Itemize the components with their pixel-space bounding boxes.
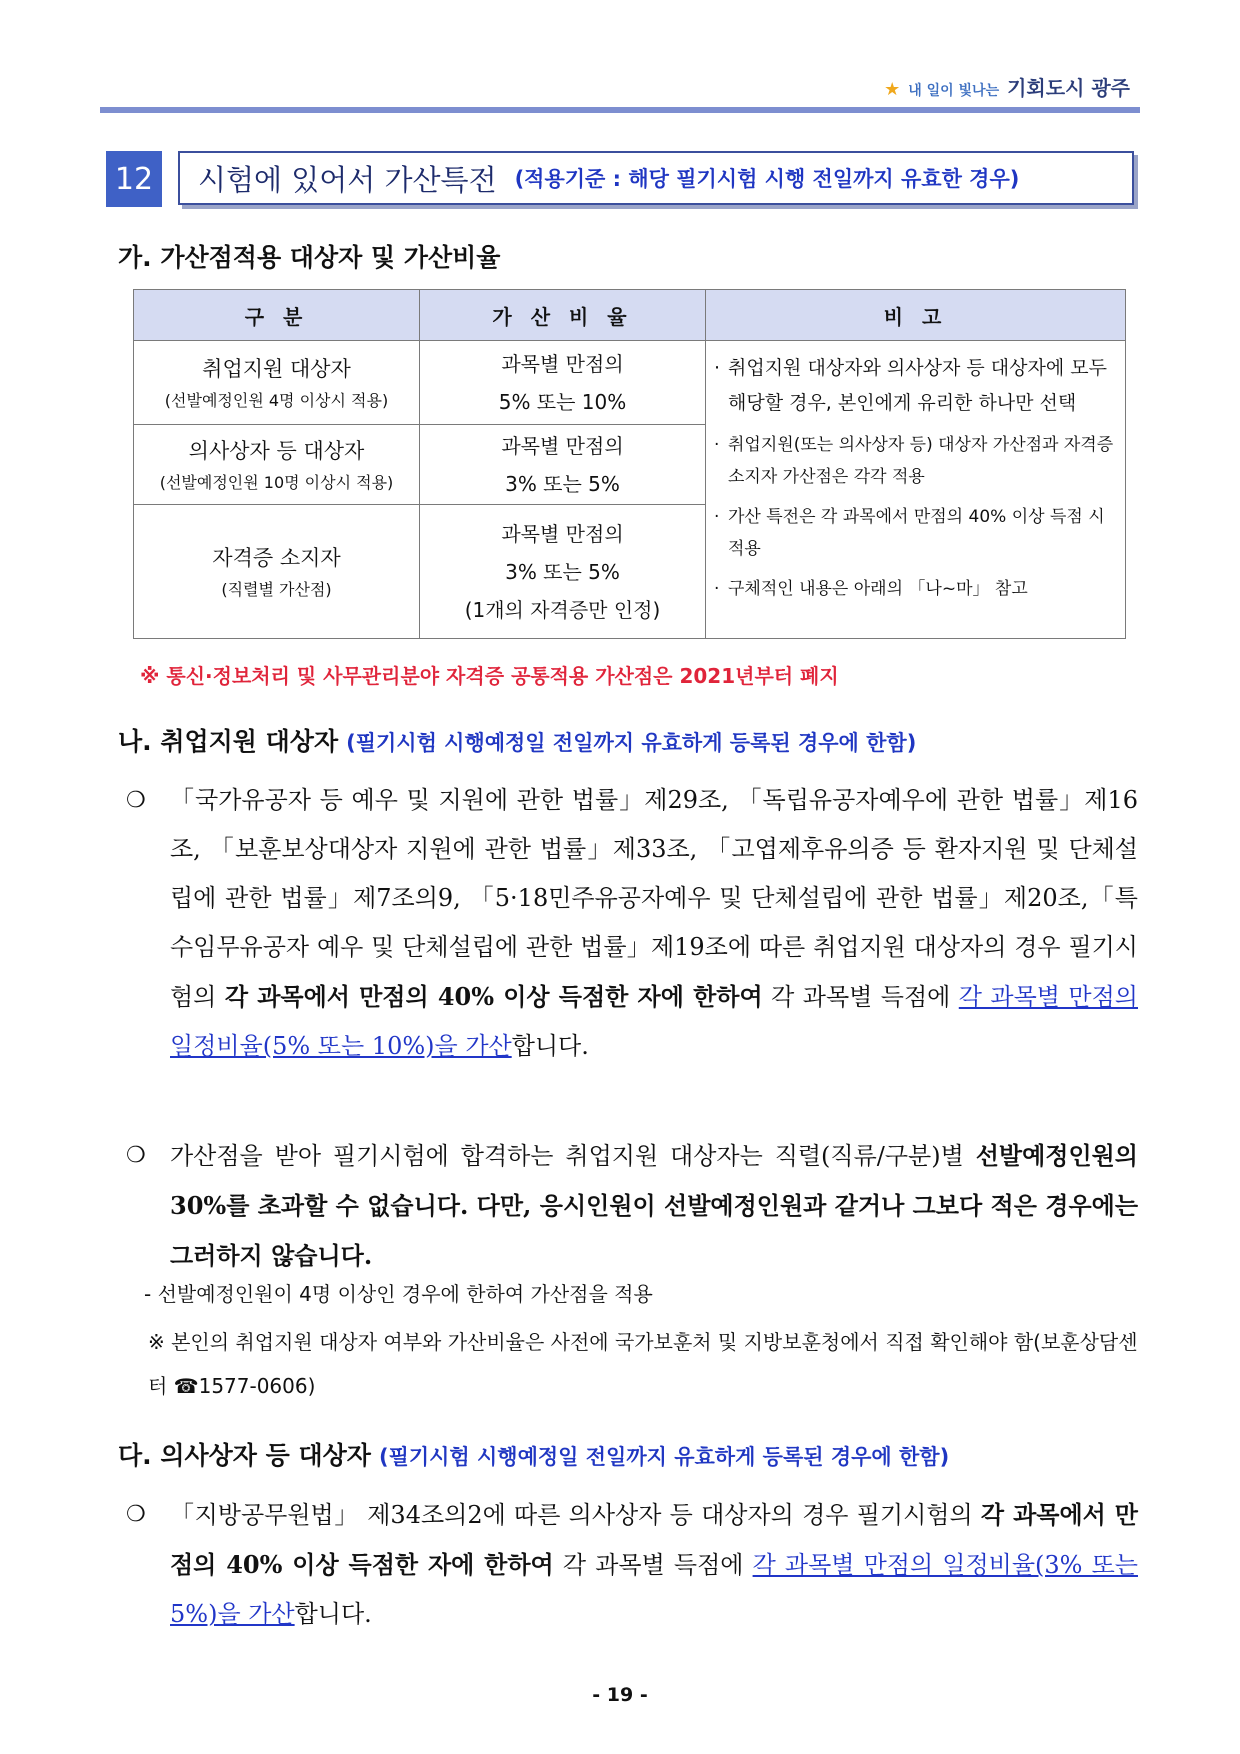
header-slogan: 내 일이 빛나는 xyxy=(908,83,1000,99)
table-header: 가 산 비 율 xyxy=(420,290,706,341)
header-brand xyxy=(884,72,1130,101)
part-b-heading-note: (필기시험 시행예정일 전일까지 유효하게 등록된 경우에 한함) xyxy=(346,731,917,755)
category-sublabel: (선발예정인원 4명 이상시 적용) xyxy=(164,390,389,410)
text-end: 합니다. xyxy=(294,1600,372,1628)
paragraph-text xyxy=(170,776,1138,1071)
category-label: 취업지원 대상자 xyxy=(202,356,351,381)
table-cell-notes xyxy=(706,341,1126,639)
part-c-heading-note: (필기시험 시행예정일 전일까지 유효하게 등록된 경우에 한함) xyxy=(378,1445,950,1469)
header-brand-name: 기회도시 광주 xyxy=(1007,76,1130,100)
circle-bullet-icon: ❍ xyxy=(126,788,146,813)
circle-bullet-icon: ❍ xyxy=(126,1143,146,1168)
note-item: · 취업지원 대상자와 의사상자 등 대상자에 모두 해당할 경우, 본인에게 유리한 하나만 선택 xyxy=(712,351,1115,421)
circle-bullet-icon: ❍ xyxy=(126,1502,146,1527)
table-footnote: ※ 통신·정보처리 및 사무관리분야 자격증 공통적용 가산점은 2021년부터 폐지 xyxy=(140,664,839,688)
rate-line: 3% 또는 5% xyxy=(505,559,620,584)
rate-line: 5% 또는 10% xyxy=(498,389,627,414)
part-b-heading-text: 나. 취업지원 대상자 xyxy=(118,727,339,756)
table-cell-rate xyxy=(420,425,706,505)
star-note: ※ 본인의 취업지원 대상자 여부와 가산비율은 사전에 국가보훈처 및 지방보훈청에서 직접 확인해야 함(보훈상담센터 ☎1577-0606) xyxy=(148,1330,1138,1398)
text-plain: 「국가유공자 등 예우 및 지원에 관한 법률」제29조, 「독립유공자예우에 관한 법률」제16조, 「보훈보상대상자 지원에 관한 법률」제33조, 「고엽제후유의증 등 환자지원 및 단체설립에 관한 법률」제7조의9, 「5·18민주유공자예우 및 단체설립에 관한 법률」제20조,「특수임무유공자 예우 및 단체설립에 관한 법률」제19조에 따른 취업지원 대상자의 경우 필기시험의 xyxy=(170,786,1138,1011)
section-title: 시험에 있어서 가산특전 xyxy=(198,162,497,197)
text-end: 합니다. xyxy=(511,1032,589,1060)
text-plain: 가산점을 받아 필기시험에 합격하는 취업지원 대상자는 직렬(직류/구분)별 xyxy=(170,1142,976,1170)
rate-line: 과목별 만점의 xyxy=(501,433,624,458)
table-cell-category xyxy=(134,505,420,639)
paragraph-text xyxy=(170,1131,1138,1281)
note-item: · 취업지원(또는 의사상자 등) 대상자 가산점과 자격증 소지자 가산점은 각각 적용 xyxy=(712,429,1115,493)
section-title-box xyxy=(178,151,1134,205)
part-a-heading: 가. 가산점적용 대상자 및 가산비율 xyxy=(118,243,501,272)
part-c-heading-text: 다. 의사상자 등 대상자 xyxy=(118,1441,371,1470)
text-mid: 각 과목별 득점에 xyxy=(762,983,959,1011)
bonus-rate-table xyxy=(133,289,1126,639)
table-cell-rate xyxy=(420,505,706,639)
text-underline: 각 과목별 만점의 일정비율(5% 또는 10%)을 가산 xyxy=(170,983,1138,1060)
part-b-paragraph-1 xyxy=(126,776,1138,1071)
category-sublabel: (선발예정인원 10명 이상시 적용) xyxy=(159,472,394,492)
part-b-heading xyxy=(118,722,916,758)
text-bold: 각 과목에서 만점의 40% 이상 득점한 자에 한하여 xyxy=(170,1500,1138,1579)
table-cell-category xyxy=(134,425,420,505)
text-underline: 각 과목별 만점의 일정비율(3% 또는 5%)을 가산 xyxy=(170,1551,1138,1628)
part-c-paragraph-1 xyxy=(126,1490,1138,1639)
text-mid: 각 과목별 득점에 xyxy=(553,1551,753,1579)
note-item: · 가산 특전은 각 과목에서 만점의 40% 이상 득점 시 적용 xyxy=(712,501,1115,565)
section-subtitle: (적용기준 : 해당 필기시험 시행 전일까지 유효한 경우) xyxy=(514,167,1020,191)
star-icon: ★ xyxy=(884,79,901,100)
text-plain: 「지방공무원법」 제34조의2에 따른 의사상자 등 대상자의 경우 필기시험의 xyxy=(170,1501,981,1529)
note-item: · 구체적인 내용은 아래의 「나~마」 참고 xyxy=(712,573,1115,605)
category-label: 의사상자 등 대상자 xyxy=(188,438,365,463)
part-c-heading xyxy=(118,1436,949,1472)
category-label: 자격증 소지자 xyxy=(212,545,341,570)
rate-line: 과목별 만점의 xyxy=(501,351,624,376)
rate-line: 과목별 만점의 xyxy=(501,521,624,546)
table-cell-rate xyxy=(420,341,706,425)
text-bold: 각 과목에서 만점의 40% 이상 득점한 자에 한하여 xyxy=(224,982,763,1011)
dash-note: - 선발예정인원이 4명 이상인 경우에 한하여 가산점을 적용 xyxy=(144,1282,653,1306)
table-header: 구 분 xyxy=(134,290,420,341)
rate-line: 3% 또는 5% xyxy=(505,471,620,496)
text-bold: 선발예정인원의 30%를 초과할 수 없습니다. 다만, 응시인원이 선발예정인원과 같거나 그보다 적은 경우에는 그러하지 않습니다. xyxy=(170,1141,1139,1270)
part-b-paragraph-2 xyxy=(126,1131,1138,1281)
header-rule xyxy=(100,107,1140,113)
page-number: - 19 - xyxy=(592,1684,648,1706)
category-sublabel: (직렬별 가산점) xyxy=(221,579,332,599)
table-header: 비 고 xyxy=(706,290,1126,341)
table-header-row xyxy=(134,290,1126,341)
table-cell-category xyxy=(134,341,420,425)
section-number: 12 xyxy=(106,151,162,207)
paragraph-text xyxy=(170,1490,1138,1639)
rate-line: (1개의 자격증만 인정) xyxy=(464,597,661,622)
table-row xyxy=(134,341,1126,425)
